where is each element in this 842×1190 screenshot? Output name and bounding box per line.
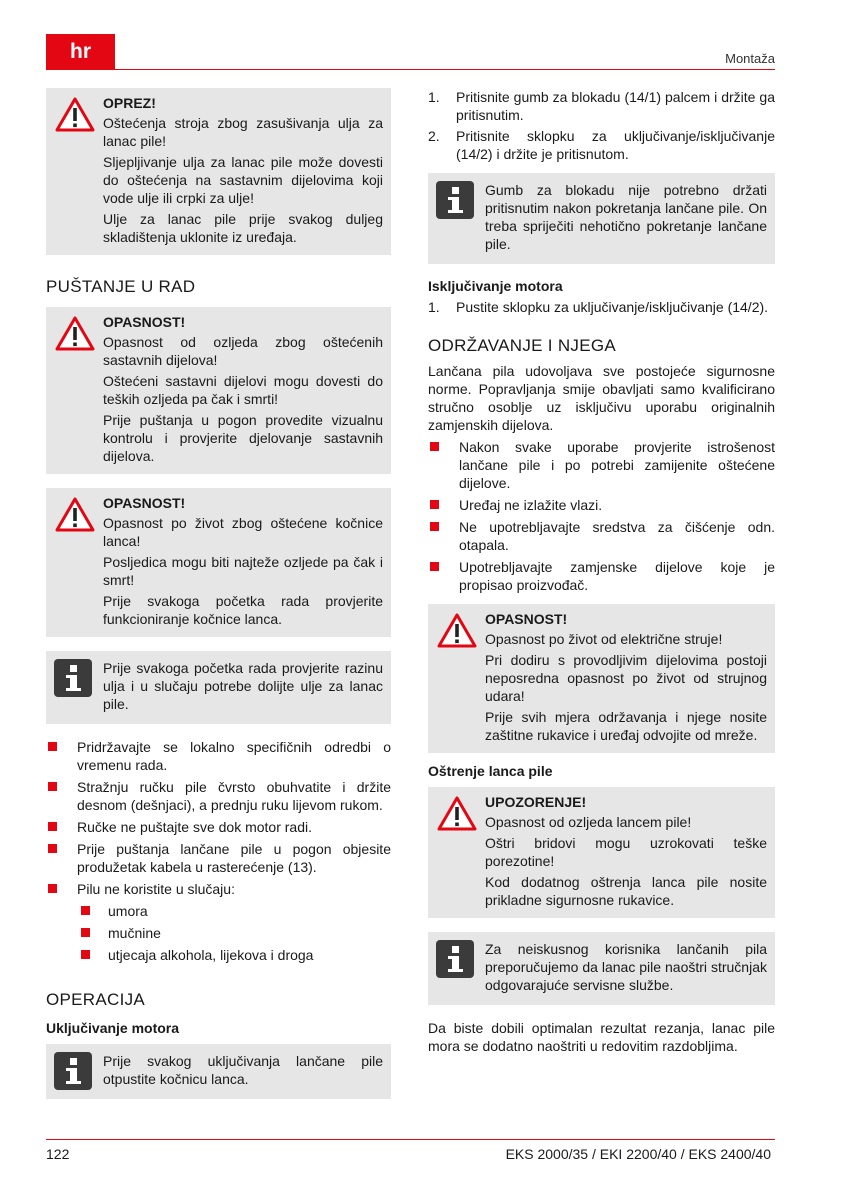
info-text: Za neiskusnog korisnika lančanih pila preporučujemo da lanac pile naoštri stručnjak odgovarajuće servisne službe. bbox=[485, 941, 767, 993]
bullet-square bbox=[430, 562, 439, 571]
danger-title: OPASNOST! bbox=[103, 314, 186, 330]
maintenance-heading: ODRŽAVANJE I NJEGA bbox=[428, 336, 617, 355]
stop-steps bbox=[428, 298, 775, 316]
operation-heading: OPERACIJA bbox=[46, 990, 146, 1009]
maintenance-bullet-list bbox=[428, 438, 775, 594]
danger-line: Oštećeni sastavni dijelovi mogu dovesti do teških ozljeda pa čak i smrti! bbox=[103, 373, 383, 407]
danger-line: Posljedica mogu biti najteže ozljede pa čak i smrt! bbox=[103, 554, 383, 588]
danger-line: Prije svakoga početka rada provjerite funkcioniranje kočnice lanca. bbox=[103, 593, 383, 627]
bullet-square bbox=[430, 522, 439, 531]
step-item: 2. Pritisnite sklopku za uključivanje/isključivanje (14/2) i držite je pritisnutom. bbox=[428, 128, 775, 162]
warning-box-chain bbox=[428, 787, 775, 918]
language-tab: hr bbox=[46, 34, 115, 70]
danger-title: OPASNOST! bbox=[103, 495, 186, 511]
list-item: Pridržavajte se lokalno specifičnih odredbi o vremenu rada. bbox=[46, 738, 391, 774]
info-box-service bbox=[428, 932, 775, 1005]
danger-line: Opasnost od ozljeda zbog oštećenih sastavnih dijelova! bbox=[103, 334, 383, 368]
warning-title: UPOZORENJE! bbox=[485, 794, 587, 810]
warning-triangle-icon bbox=[54, 496, 96, 533]
warning-triangle-icon bbox=[54, 96, 96, 133]
caution-line: Ulje za lanac pile prije svakog duljeg skladištenja uklonite iz uređaja. bbox=[103, 211, 383, 245]
bullet-square bbox=[48, 742, 57, 751]
list-item: utjecaja alkohola, lijekova i droga bbox=[46, 946, 391, 964]
caution-box bbox=[46, 88, 391, 255]
condition-sub-list bbox=[46, 902, 391, 964]
left-column bbox=[46, 88, 391, 1113]
danger-box-electric bbox=[428, 604, 775, 753]
warning-triangle-icon bbox=[54, 315, 96, 352]
maintenance-text: Lančana pila udovoljava sve postojeće sigurnosne norme. Popravljanja smije obavljati samo kvalificirano stručno osoblje uz isključivu uporabu originalnih zamjenskih dijelova. bbox=[428, 363, 775, 433]
list-item: mučnine bbox=[46, 924, 391, 942]
caution-line: Sljepljivanje ulja za lanac pile može dovesti do oštećenja na sastavnim dijelovima koji vode ulje ili crpki za ulje! bbox=[103, 154, 383, 206]
info-icon bbox=[436, 940, 474, 978]
info-icon bbox=[54, 659, 92, 697]
section-title: Montaža bbox=[725, 51, 775, 66]
warning-triangle-icon bbox=[436, 795, 478, 832]
caution-line: Oštećenja stroja zbog zasušivanja ulja za lanac pile! bbox=[103, 115, 383, 149]
caution-title: OPREZ! bbox=[103, 95, 156, 111]
footer-rule bbox=[46, 1139, 775, 1140]
bullet-square bbox=[48, 884, 57, 893]
list-item: Ručke ne puštajte sve dok motor radi. bbox=[46, 818, 391, 836]
danger-line: Opasnost po život zbog oštećene kočnice lanca! bbox=[103, 515, 383, 549]
startup-heading: PUŠTANJE U RAD bbox=[46, 277, 196, 296]
bullet-square bbox=[48, 844, 57, 853]
danger-line: Pri dodiru s provodljivim dijelovima postoji neposredna opasnost po život od strujnog udara! bbox=[485, 652, 767, 704]
bullet-square bbox=[48, 782, 57, 791]
header-rule bbox=[46, 69, 775, 70]
sharpen-heading: Oštrenje lanca pile bbox=[428, 763, 553, 779]
info-box-brake bbox=[46, 1044, 391, 1099]
step-item: 1. Pritisnite gumb za blokadu (14/1) palcem i držite ga pritisnutim. bbox=[428, 89, 775, 123]
bullet-square bbox=[430, 442, 439, 451]
motor-off-heading: Isključivanje motora bbox=[428, 278, 563, 294]
step-item: 1. Pustite sklopku za uključivanje/isključivanje (14/2). bbox=[428, 299, 769, 315]
danger-line: Opasnost po život od električne struje! bbox=[485, 631, 723, 647]
info-box-lock-button bbox=[428, 173, 775, 264]
warning-triangle-icon bbox=[436, 612, 478, 649]
list-item: Ne upotrebljavajte sredstva za čišćenje odn. otapala. bbox=[428, 518, 775, 554]
danger-box-chain-brake bbox=[46, 488, 391, 637]
list-item: umora bbox=[46, 902, 391, 920]
info-text: Prije svakoga početka rada provjerite razinu ulja i u slučaju potrebe dolijte ulje za lanac pile. bbox=[103, 660, 383, 712]
safety-bullet-list bbox=[46, 738, 391, 898]
list-item: Nakon svake uporabe provjerite istrošenost lančane pile i po potrebi zamijenite oštećene dijelove. bbox=[428, 438, 775, 492]
danger-title: OPASNOST! bbox=[485, 611, 568, 627]
model-list: EKS 2000/35 / EKI 2200/40 / EKS 2400/40 bbox=[505, 1146, 771, 1162]
bullet-square bbox=[430, 500, 439, 509]
motor-on-heading: Uključivanje motora bbox=[46, 1020, 180, 1036]
list-item: Prije puštanja lančane pile u pogon objesite produžetak kabela u rasterećenje (13). bbox=[46, 840, 391, 876]
info-text: Prije svakog uključivanja lančane pile otpustite kočnicu lanca. bbox=[103, 1053, 383, 1087]
list-item: Pilu ne koristite u slučaju: bbox=[46, 880, 391, 898]
final-text: Da biste dobili optimalan rezultat rezanja, lanac pile mora se dodatno naoštriti u redovitim razdobljima. bbox=[428, 1020, 775, 1054]
list-item: Upotrebljavajte zamjenske dijelove koje je propisao proizvođač. bbox=[428, 558, 775, 594]
page-number: 122 bbox=[46, 1146, 70, 1162]
start-steps bbox=[428, 88, 775, 163]
bullet-square bbox=[81, 928, 90, 937]
right-column bbox=[428, 88, 775, 1059]
list-item: Stražnju ručku pile čvrsto obuhvatite i držite desnom (dešnjaci), a prednju ruku lijevom rukom. bbox=[46, 778, 391, 814]
danger-line: Prije svih mjera održavanja i njege nosite zaštitne rukavice i uređaj odvojite od mreže. bbox=[485, 709, 767, 743]
info-icon bbox=[436, 181, 474, 219]
list-item: Uređaj ne izlažite vlazi. bbox=[428, 496, 775, 514]
warning-line: Opasnost od ozljeda lancem pile! bbox=[485, 814, 692, 830]
warning-line: Kod dodatnog oštrenja lanca pile nosite prikladne sigurnosne rukavice. bbox=[485, 874, 767, 908]
info-text: Gumb za blokadu nije potrebno držati pritisnutim nakon pokretanja lančane pile. On treba spriječiti nehotično pokretanje lančane pile. bbox=[485, 182, 767, 252]
bullet-square bbox=[48, 822, 57, 831]
danger-box-components bbox=[46, 307, 391, 474]
bullet-square bbox=[81, 906, 90, 915]
danger-line: Prije puštanja u pogon provedite vizualnu kontrolu i provjerite djelovanje sastavnih dijelova. bbox=[103, 412, 383, 464]
info-box-oil bbox=[46, 651, 391, 724]
info-icon bbox=[54, 1052, 92, 1090]
bullet-square bbox=[81, 950, 90, 959]
warning-line: Oštri bridovi mogu uzrokovati teške porezotine! bbox=[485, 835, 767, 869]
